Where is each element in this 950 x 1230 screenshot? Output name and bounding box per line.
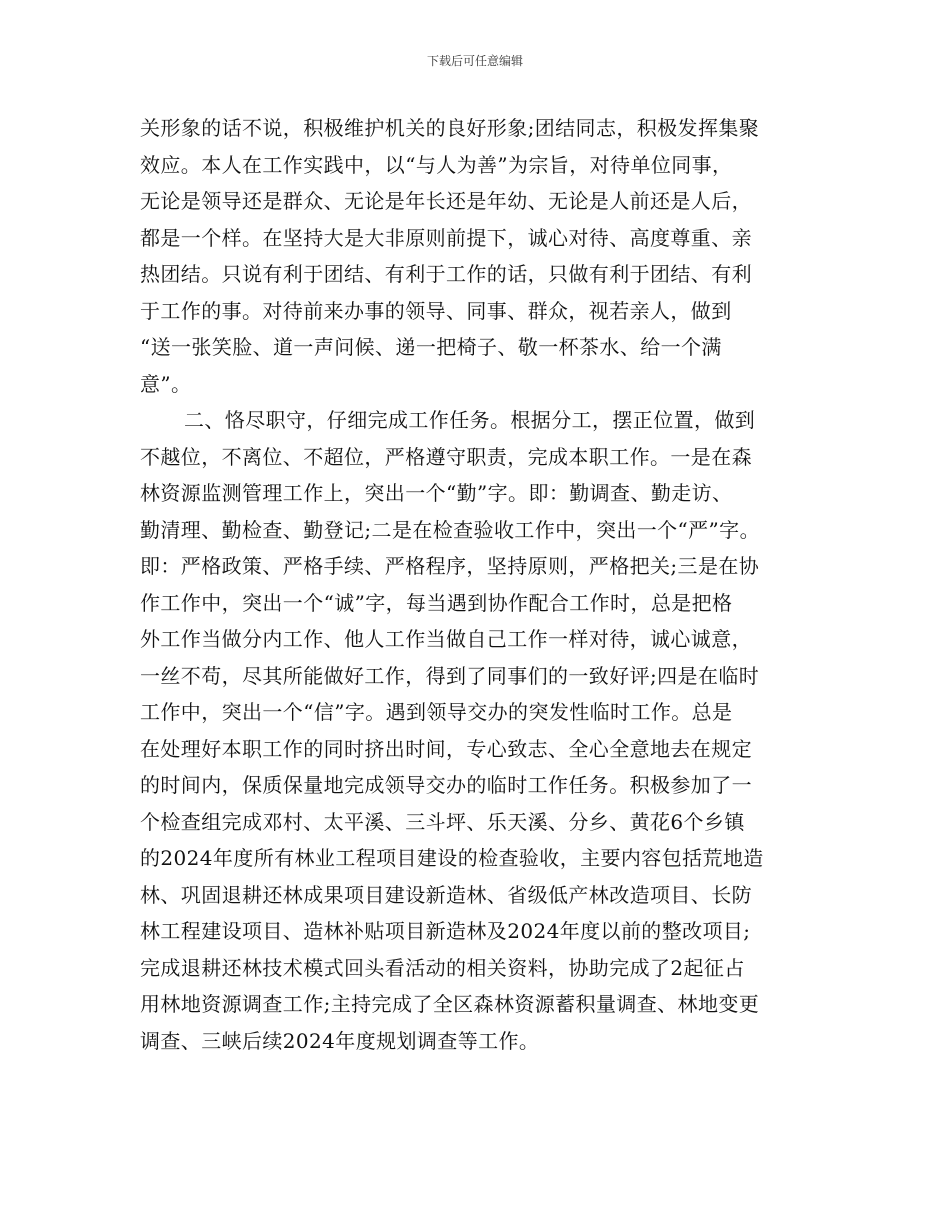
paragraph-start-line: 二、恪尽职守，仔细完成工作任务。根据分工，摆正位置，做到 — [184, 408, 756, 432]
page-header: 下载后可任意编辑 — [426, 54, 523, 68]
text-line: 效应。本人在工作实践中，以“与人为善”为宗旨，对待单位同事， — [140, 152, 733, 177]
text-line: 一丝不苟，尽其所能做好工作，得到了同事们的一致好评;四是在临时 — [140, 663, 760, 688]
text-line: 于工作的事。对待前来办事的领导、同事、群众，视若亲人，做到 — [140, 298, 732, 323]
text-line: 林工程建设项目、造林补贴项目新造林及2024年度以前的整改项目; — [140, 919, 751, 943]
text-line: 在处理好本职工作的同时挤出时间，专心致志、全心全意地去在规定 — [140, 736, 752, 761]
text-line: 完成退耕还林技术模式回头看活动的相关资料，协助完成了2起征占 — [140, 955, 745, 980]
text-line: 即：严格政策、严格手续、严格程序，坚持原则，严格把关;三是在协 — [140, 554, 760, 578]
text-line: 不越位，不离位、不超位，严格遵守职责，完成本职工作。一是在森 — [140, 444, 752, 469]
text-line: 意”。 — [140, 371, 192, 396]
text-line: 外工作当做分内工作、他人工作当做自己工作一样对待，诚心诚意， — [140, 627, 752, 651]
text-line: 作工作中，突出一个“诚”字，每当遇到协作配合工作时，总是把格 — [140, 590, 733, 615]
text-line: 勤清理、勤检查、勤登记;二是在检查验收工作中，突出一个“严”字。 — [140, 517, 760, 542]
text-line: 热团结。只说有利于团结、有利于工作的话，只做有利于团结、有利 — [140, 262, 752, 286]
text-line: 都是一个样。在坚持大是大非原则前提下，诚心对待、高度尊重、亲 — [140, 225, 752, 250]
text-line: 关形象的话不说，积极维护机关的良好形象;团结同志，积极发挥集聚 — [140, 116, 760, 140]
text-line: 工作中，突出一个“信”字。遇到领导交办的突发性临时工作。总是 — [140, 700, 733, 724]
text-line: 调查、三峡后续2024年度规划调查等工作。 — [140, 1028, 540, 1053]
text-line: 的时间内，保质保量地完成领导交办的临时工作任务。积极参加了一 — [140, 773, 752, 797]
text-line: 的2024年度所有林业工程项目建设的检查验收，主要内容包括荒地造 — [140, 846, 764, 870]
text-line: 林、巩固退耕还林成果项目建设新造林、省级低产林改造项目、长防 — [140, 882, 752, 907]
text-line: 个检查组完成邓村、太平溪、三斗坪、乐天溪、分乡、黄花6个乡镇 — [140, 809, 745, 834]
text-line: 林资源监测管理工作上，突出一个“勤”字。即：勤调查、勤走访、 — [140, 481, 733, 505]
document-body — [140, 110, 830, 1059]
text-line: “送一张笑脸、道一声问候、递一把椅子、敬一杯茶水、给一个满 — [140, 335, 722, 359]
text-line: 无论是领导还是群众、无论是年长还是年幼、无论是人前还是人后， — [140, 189, 752, 213]
text-line: 用林地资源调查工作;主持完成了全区森林资源蓄积量调查、林地变更 — [140, 992, 760, 1016]
